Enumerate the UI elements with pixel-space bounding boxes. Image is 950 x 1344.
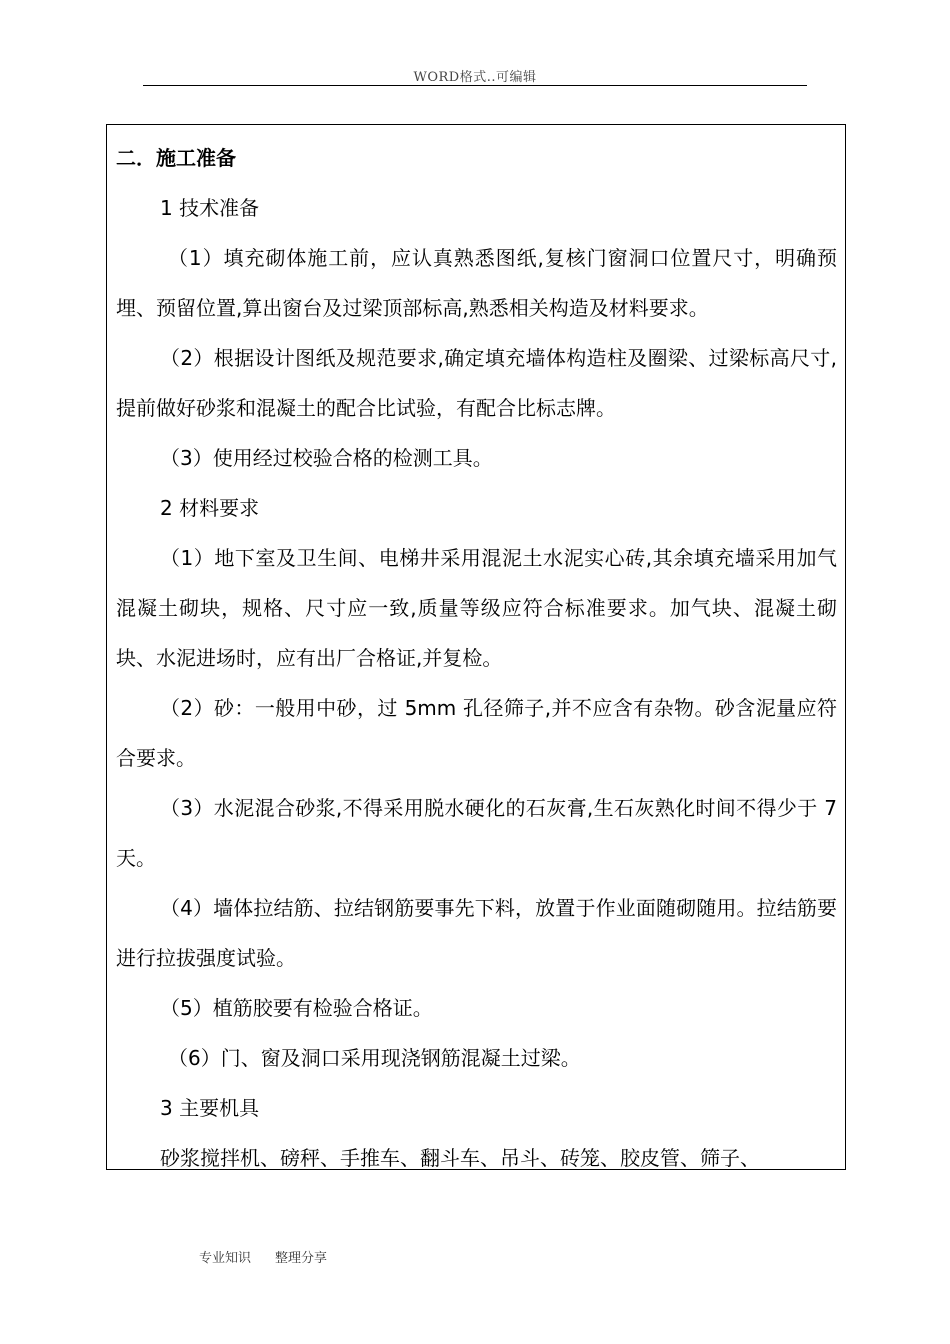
document-frame — [106, 124, 846, 1170]
paragraph: （6）门、窗及洞口采用现浇钢筋混凝土过梁。 — [168, 1046, 581, 1070]
header-divider — [143, 85, 807, 86]
page-header: WORD格式..可编辑 — [413, 70, 537, 85]
paragraph: （4）墙体拉结筋、拉结钢筋要事先下料，放置于作业面随砌随用。拉结筋要进行拉拔强度试验。 — [116, 896, 837, 970]
subsection-heading: 3 主要机具 — [160, 1096, 260, 1120]
paragraph: （2）砂：一般用中砂，过 5mm 孔径筛子,并不应含有杂物。砂含泥量应符合要求。 — [116, 696, 837, 770]
paragraph: （5）植筋胶要有检验合格证。 — [160, 996, 433, 1020]
footer-right-text: 整理分享 — [275, 1251, 328, 1266]
paragraph: （2）根据设计图纸及规范要求,确定填充墙体构造柱及圈梁、过梁标高尺寸,提前做好砂浆和混凝土的配合比试验，有配合比标志牌。 — [116, 346, 837, 420]
paragraph: 砂浆搅拌机、磅秤、手推车、翻斗车、吊斗、砖笼、胶皮管、筛子、 — [160, 1146, 760, 1170]
subsection-heading: 2 材料要求 — [160, 496, 260, 520]
document-body — [107, 125, 845, 1170]
paragraph: （3）使用经过校验合格的检测工具。 — [160, 446, 493, 470]
footer-left-text: 专业知识 — [199, 1251, 252, 1266]
subsection-heading: 1 技术准备 — [160, 196, 260, 220]
page-footer — [199, 1247, 327, 1266]
paragraph: （1）地下室及卫生间、电梯井采用混泥土水泥实心砖,其余填充墙采用加气混凝土砌块，规格、尺寸应一致,质量等级应符合标准要求。加气块、混凝土砌块、水泥进场时，应有出厂合格证,并复检。 — [116, 546, 837, 670]
paragraph: （1）填充砌体施工前，应认真熟悉图纸,复核门窗洞口位置尺寸，明确预埋、预留位置,算出窗台及过梁顶部标高,熟悉相关构造及材料要求。 — [116, 246, 837, 320]
section-title: 二．施工准备 — [116, 146, 236, 170]
paragraph: （3）水泥混合砂浆,不得采用脱水硬化的石灰膏,生石灰熟化时间不得少于 7 天。 — [116, 796, 837, 870]
